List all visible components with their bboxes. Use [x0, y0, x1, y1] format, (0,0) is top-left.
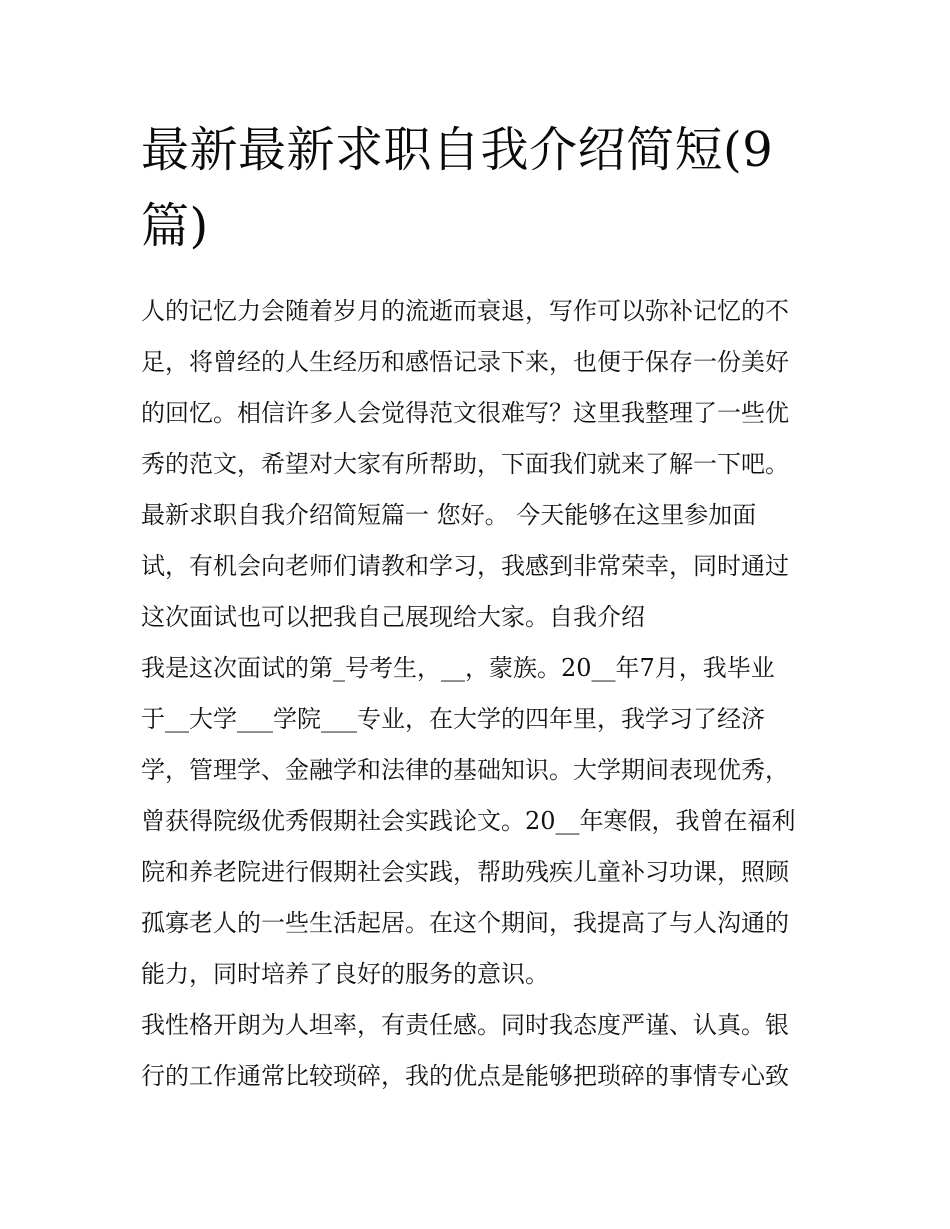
- body-line: 足，将曾经的人生经历和感悟记录下来，也便于保存一份美好: [141, 348, 789, 376]
- body-line: 试，有机会向老师们请教和学习，我感到非常荣幸，同时通过: [141, 552, 789, 580]
- body-line: 的回忆。相信许多人会觉得范文很难写？这里我整理了一些优: [141, 399, 789, 427]
- body-line: 孤寡老人的一些生活起居。在这个期间，我提高了与人沟通的: [141, 909, 789, 937]
- body-line: 能力，同时培养了良好的服务的意识。: [141, 960, 549, 988]
- body-line: 我性格开朗为人坦率，有责任感。同时我态度严谨、认真。银: [141, 1011, 789, 1039]
- body-line: 秀的范文，希望对大家有所帮助，下面我们就来了解一下吧。: [141, 450, 789, 478]
- body-line: 学，管理学、金融学和法律的基础知识。大学期间表现优秀，: [141, 756, 789, 784]
- title-line: 篇): [141, 198, 209, 254]
- body-line: 行的工作通常比较琐碎，我的优点是能够把琐碎的事情专心致: [141, 1062, 789, 1090]
- body-line: 人的记忆力会随着岁月的流逝而衰退，写作可以弥补记忆的不: [141, 297, 789, 325]
- body-line: 这次面试也可以把我自己展现给大家。自我介绍: [141, 603, 645, 631]
- document-title: [141, 112, 813, 264]
- title-line: 最新最新求职自我介绍简短(9: [141, 122, 774, 178]
- body-line: 于__大学___学院___专业，在大学的四年里，我学习了经济: [141, 705, 765, 733]
- body-line: 最新求职自我介绍简短篇一 您好。 今天能够在这里参加面: [141, 501, 757, 529]
- body-line: 院和养老院进行假期社会实践，帮助残疾儿童补习功课，照顾: [141, 858, 789, 886]
- body-line: 我是这次面试的第_号考生，__，蒙族。20__年7月，我毕业: [141, 654, 775, 682]
- document-content: [141, 112, 813, 1102]
- body-line: 曾获得院级优秀假期社会实践论文。20__年寒假，我曾在福利: [141, 807, 796, 835]
- body-text: [141, 286, 813, 1102]
